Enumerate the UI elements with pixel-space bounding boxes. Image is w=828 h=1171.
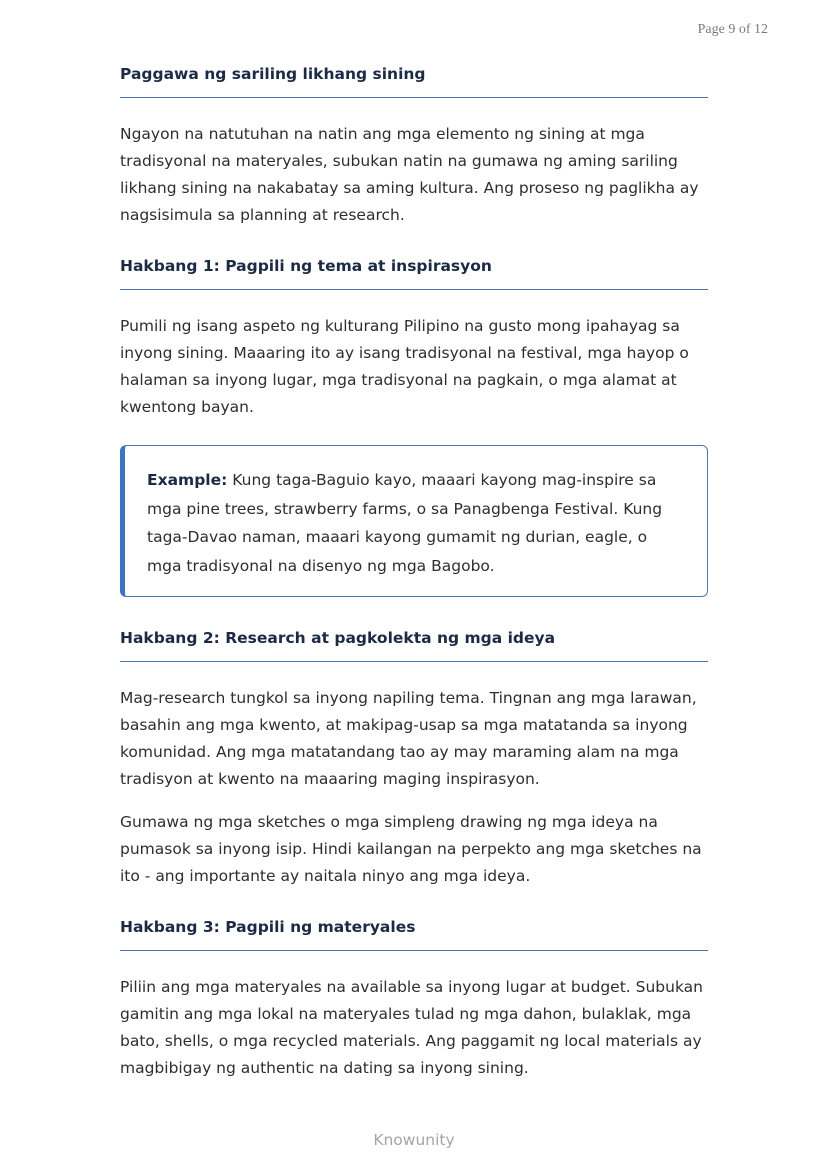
section-heading-hakbang-2: Hakbang 2: Research at pagkolekta ng mga ideya xyxy=(120,627,708,662)
page-number: Page 9 of 12 xyxy=(697,22,768,37)
footer-brand: Knowunity xyxy=(373,1131,455,1149)
section-heading-hakbang-3: Hakbang 3: Pagpili ng materyales xyxy=(120,916,708,951)
example-body: Kung taga-Baguio kayo, maaari kayong mag-inspire sa mga pine trees, strawberry farms, o sa Panagbenga Festival. Kung taga-Davao naman, maaari kayong gumamit ng durian, eagle, o mga tradisyonal na disenyo ng mga Bagobo. xyxy=(147,471,663,575)
section-heading-paggawa: Paggawa ng sariling likhang sining xyxy=(120,63,708,98)
example-callout xyxy=(120,445,708,597)
example-label: Example: xyxy=(147,471,228,489)
paragraph-hakbang-2b: Gumawa ng mga sketches o mga simpleng drawing ng mga ideya na pumasok sa inyong isip. Hindi kailangan na perpekto ang mga sketches na ito - ang importante ay naitala ninyo ang mga ideya. xyxy=(120,813,702,885)
document-content xyxy=(120,63,708,1082)
paragraph-hakbang-1: Pumili ng isang aspeto ng kulturang Pilipino na gusto mong ipahayag sa inyong sining. Maaaring ito ay isang tradisyonal na festival, mga hayop o halaman sa inyong lugar, mga tradisyonal na pagkain, o mga alamat at kwentong bayan. xyxy=(120,317,689,416)
example-text xyxy=(147,466,685,580)
paragraph-hakbang-2a: Mag-research tungkol sa inyong napiling tema. Tingnan ang mga larawan, basahin ang mga kwento, at makipag-usap sa mga matatanda sa inyong komunidad. Ang mga matatandang tao ay may maraming alam na mga tradisyon at kwento na maaaring maging inspirasyon. xyxy=(120,689,697,788)
paragraph-hakbang-3: Piliin ang mga materyales na available sa inyong lugar at budget. Subukan gamitin ang mga lokal na materyales tulad ng mga dahon, bulaklak, mga bato, shells, o mga recycled materials. Ang paggamit ng local materials ay magbibigay ng authentic na dating sa inyong sining. xyxy=(120,978,703,1077)
section-heading-hakbang-1: Hakbang 1: Pagpili ng tema at inspirasyon xyxy=(120,255,708,290)
paragraph-intro: Ngayon na natutuhan na natin ang mga elemento ng sining at mga tradisyonal na materyales, subukan natin na gumawa ng aming sariling likhang sining na nakabatay sa aming kultura. Ang proseso ng paglikha ay nagsisimula sa planning at research. xyxy=(120,125,699,224)
